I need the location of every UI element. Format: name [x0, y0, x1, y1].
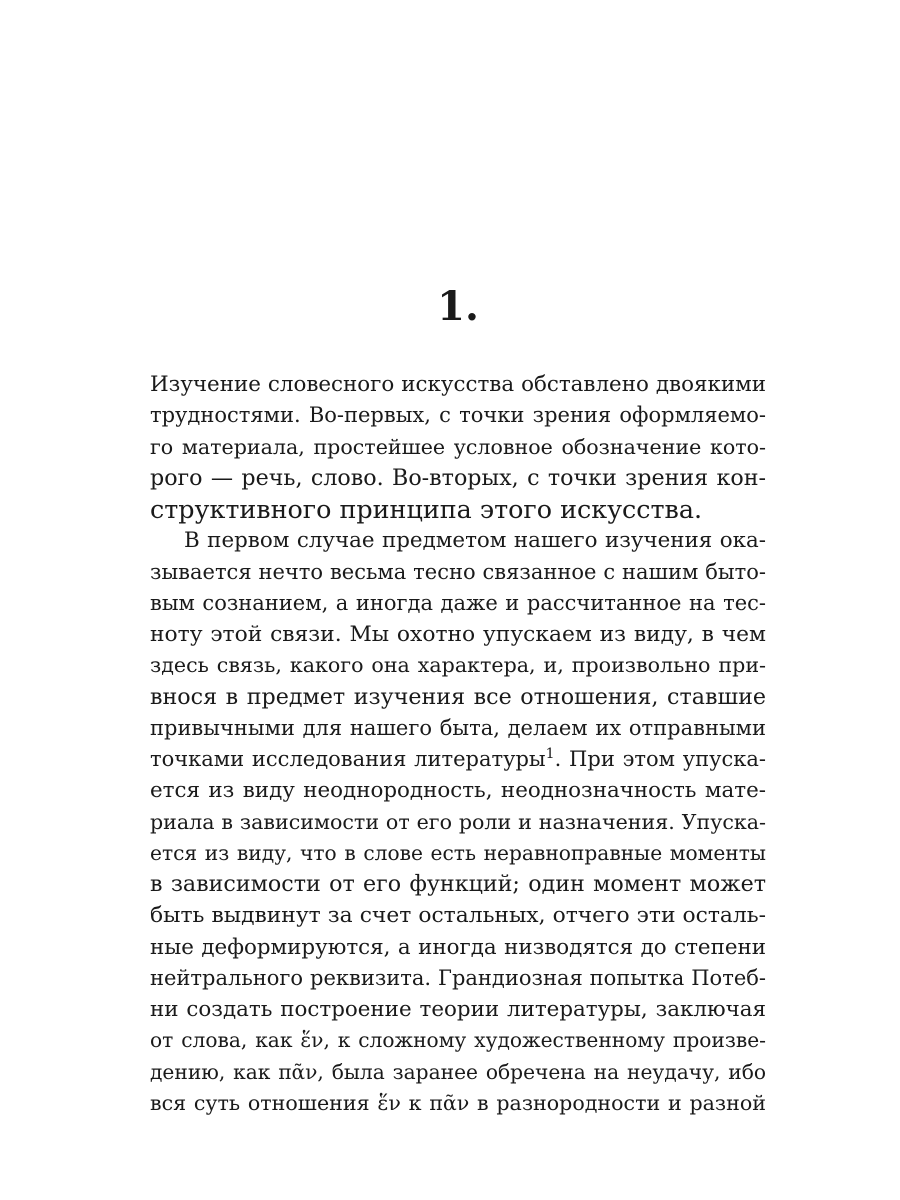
text-line: го материала, простейшее условное обозначение кото- — [150, 434, 766, 459]
body-text — [150, 369, 766, 1119]
chapter-number: 1. — [437, 283, 479, 330]
text-line: вым сознанием, а иногда даже и рассчитанное на тес- — [150, 590, 766, 615]
footnote-marker[interactable]: 1 — [545, 746, 555, 762]
text-line: нейтрального реквизита. Грандиозная попытка Потеб- — [150, 965, 766, 990]
text-line-with-footnote — [150, 744, 766, 775]
text-line: дению, как πᾶν, была заранее обречена на неудачу, ибо — [150, 1059, 766, 1084]
text-line: Изучение словесного искусства обставлено двоякими — [150, 372, 766, 397]
text-line: структивного принципа этого искусства. — [150, 494, 703, 524]
text-line: в зависимости от его функций; один момент может — [150, 871, 766, 897]
text-line: зывается нечто весьма тесно связанное с нашим быто- — [150, 559, 766, 584]
text-line: здесь связь, какого она характера, и, произвольно при- — [150, 653, 766, 678]
text-line: В первом случае предметом нашего изучения ока- — [184, 528, 766, 554]
text-line: ни создать построение теории литературы, заключая — [150, 997, 766, 1022]
text-line: трудностями. Во-первых, с точки зрения оформляемо- — [150, 403, 766, 428]
text-line: риала в зависимости от его роли и назначения. Упуска- — [150, 809, 766, 834]
text-line: быть выдвинут за счет остальных, отчего эти осталь- — [150, 903, 766, 929]
text-line: ется из виду неоднородность, неоднозначность мате- — [150, 778, 766, 804]
text-line: рого — речь, слово. Во-вторых, с точки зрения кон- — [150, 464, 766, 491]
text-segment: . При этом упуска- — [554, 747, 766, 771]
text-line: внося в предмет изучения все отношения, ставшие — [150, 683, 766, 710]
text-line: вся суть отношения ἕν к πᾶν в разнородности и разной — [150, 1090, 766, 1115]
text-line: от слова, как ἕν, к сложному художественному произве- — [150, 1028, 766, 1053]
text-line: ноту этой связи. Мы охотно упускаем из виду, в чем — [150, 622, 766, 647]
text-line: привычными для нашего быта, делаем их отправными — [150, 715, 766, 740]
text-line: ные деформируются, а иногда низводятся до степени — [150, 934, 766, 960]
text-line: ется из виду, что в слове есть неравноправные моменты — [150, 840, 766, 865]
text-segment: точками исследования литературы — [150, 747, 546, 771]
